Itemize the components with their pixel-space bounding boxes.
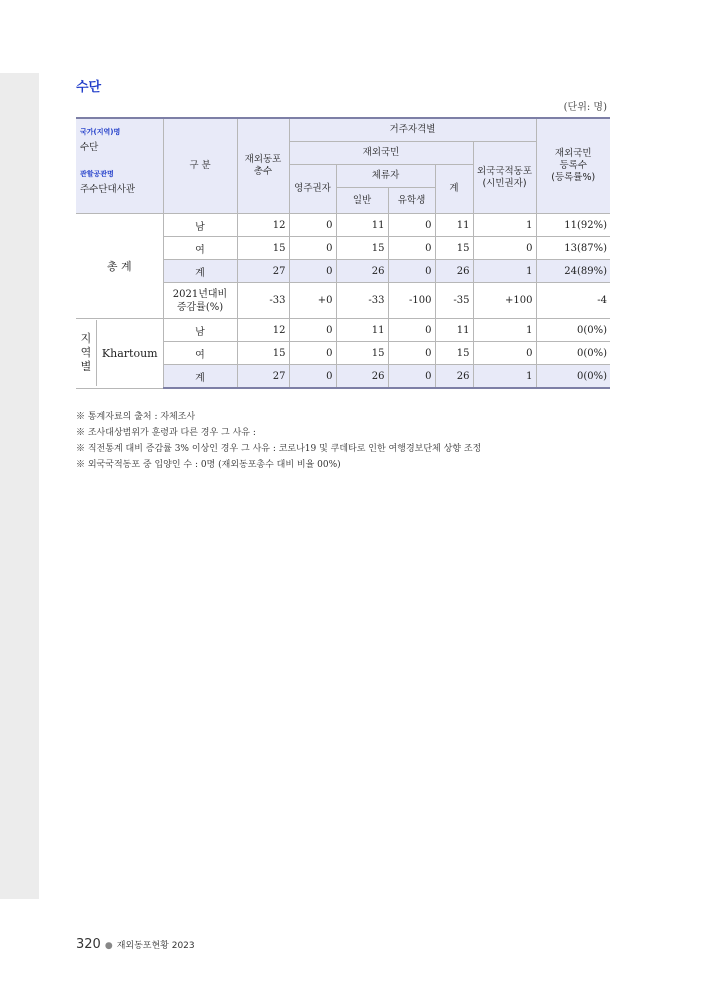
table-cell: -35 [435,283,473,319]
table-cell: -33 [237,283,289,319]
table-cell: 24(89%) [536,260,610,283]
office-name: 주수단대사관 [80,184,136,195]
table-corner-cell [76,118,163,214]
table-cell: 12 [237,214,289,237]
row-label: 남 [163,214,237,237]
note-line: ※ 통계자료의 출처 : 자체조사 [76,412,196,422]
table-cell: 0 [388,237,435,260]
side-strip [0,73,39,899]
table-cell: 27 [237,365,289,389]
header-registration: 재외국민 등록수 (등록률%) [536,118,610,214]
table-cell: -100 [388,283,435,319]
table-cell: 15 [435,237,473,260]
table-cell: 0 [289,237,336,260]
region-label-cell [76,319,163,389]
header-sojourner: 체류자 [336,165,435,188]
note-line: ※ 조사대상범위가 훈령과 다른 경우 그 사유 : [76,428,256,438]
table-cell: 15 [237,237,289,260]
bullet-icon: ● [104,941,113,951]
table-cell: 0 [473,342,536,365]
page-footer [76,937,195,952]
table-cell: 0 [289,260,336,283]
table-cell: 26 [435,365,473,389]
note-line: ※ 외국국적동포 중 입양인 수 : 0명 (재외동포총수 대비 비율 00%) [76,460,341,470]
unit-label: (단위: 명) [563,102,607,113]
row-label: 계 [163,260,237,283]
row-label: 여 [163,342,237,365]
country-name: 수단 [80,142,99,153]
header-total-overseas: 재외동포 총수 [237,118,289,214]
table-cell: 0 [388,214,435,237]
notes [76,409,481,473]
table-cell: 11 [336,319,388,342]
table-cell: 0 [388,365,435,389]
table-cell: 13(87%) [536,237,610,260]
table-cell: 15 [336,237,388,260]
table-cell: -4 [536,283,610,319]
country-label: 국가(지역)명 [80,128,121,136]
table-cell: 26 [336,260,388,283]
table-cell: 0 [289,342,336,365]
header-general: 일반 [336,188,388,214]
table-cell: 11 [435,319,473,342]
table-cell: 15 [435,342,473,365]
table-cell: 1 [473,260,536,283]
footer-text: 재외동포현황 2023 [116,941,195,951]
table-cell: 1 [473,319,536,342]
office-label: 관할공관명 [80,170,114,178]
table-cell: 0 [289,365,336,389]
row-label: 남 [163,319,237,342]
header-residence-status: 거주자격별 [289,118,536,142]
header-subtotal: 계 [435,165,473,214]
table-cell: -33 [336,283,388,319]
table-cell: 1 [473,365,536,389]
table-cell: 0 [289,214,336,237]
table-cell: 0 [388,342,435,365]
total-group-label: 총 계 [76,214,163,319]
table-cell: +100 [473,283,536,319]
row-label-change: 2021년대비 증감률(%) [163,283,237,319]
header-permanent: 영주권자 [289,165,336,214]
page-title: 수단 [76,80,102,95]
region-label: 지 역 별 [76,320,97,386]
table-cell: 26 [336,365,388,389]
table-cell: 0(0%) [536,342,610,365]
row-label: 여 [163,237,237,260]
table-cell: 12 [237,319,289,342]
table-cell: 0 [388,319,435,342]
page-number: 320 [76,937,101,952]
table-cell: 15 [237,342,289,365]
table-cell: 0 [388,260,435,283]
header-nationals: 재외국민 [289,142,473,165]
table-cell: 0 [473,237,536,260]
note-line: ※ 직전통계 대비 증감률 3% 이상인 경우 그 사유 : 코로나19 및 쿠데타로 인한 여행경보단체 상향 조정 [76,444,482,454]
table-cell: 15 [336,342,388,365]
table-cell: +0 [289,283,336,319]
table-cell: 1 [473,214,536,237]
header-student: 유학생 [388,188,435,214]
table-cell: 0(0%) [536,319,610,342]
region-city: Khartoum [101,346,158,360]
row-label: 계 [163,365,237,389]
table-cell: 11(92%) [536,214,610,237]
table-cell: 0(0%) [536,365,610,389]
table-cell: 11 [336,214,388,237]
header-foreign-nationality: 외국국적동포 (시민권자) [473,142,536,214]
table-cell: 11 [435,214,473,237]
table-cell: 0 [289,319,336,342]
table-cell: 27 [237,260,289,283]
statistics-table [76,117,610,389]
header-category: 구 분 [163,118,237,214]
table-cell: 26 [435,260,473,283]
